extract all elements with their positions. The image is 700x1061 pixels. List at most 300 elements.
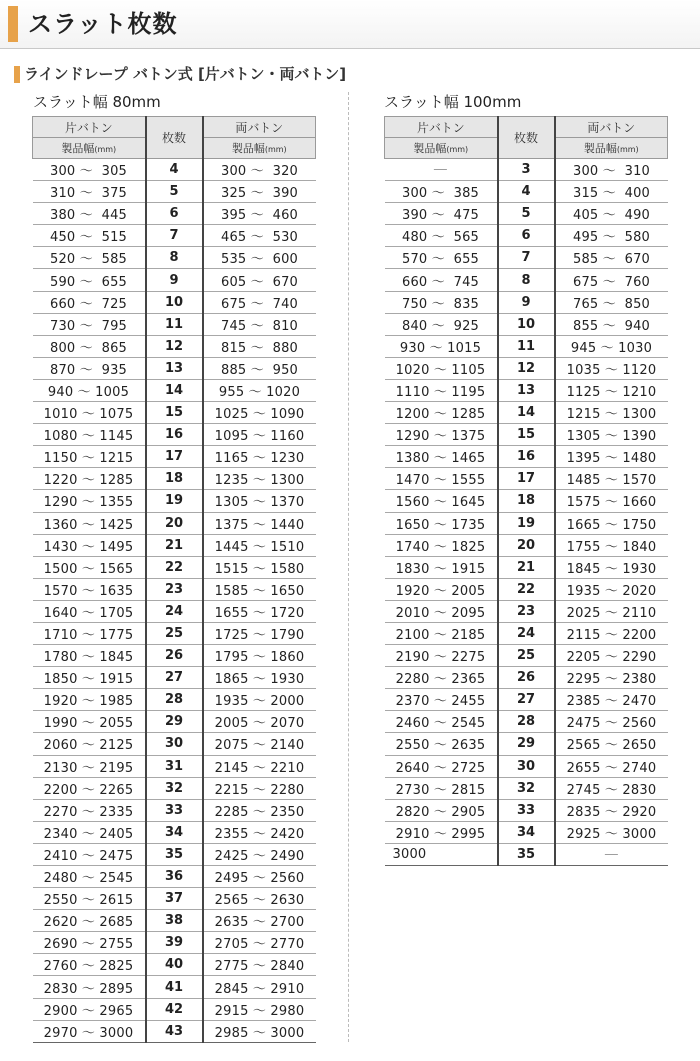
table-row (33, 910, 316, 932)
katabaton-cell: 2270 ～ 2335 (33, 799, 146, 821)
maisu-cell: 30 (146, 733, 203, 755)
katabaton-cell: 1850 ～ 1915 (33, 667, 146, 689)
ryobaton-cell: 2005 ～ 2070 (203, 711, 316, 733)
table-row (33, 755, 316, 777)
maisu-cell: 33 (498, 799, 555, 821)
ryobaton-cell: 1125 ～ 1210 (555, 379, 668, 401)
katabaton-cell: 2830 ～ 2895 (33, 976, 146, 998)
ryobaton-cell: 1665 ～ 1750 (555, 512, 668, 534)
table-row (385, 755, 668, 777)
ryobaton-cell: 1725 ～ 1790 (203, 622, 316, 644)
maisu-cell: 42 (146, 998, 203, 1020)
slat-table-100mm (384, 116, 668, 866)
katabaton-cell: 2820 ～ 2905 (385, 799, 498, 821)
table-body-100mm (385, 159, 668, 866)
table-row (385, 667, 668, 689)
table-row (385, 247, 668, 269)
ryobaton-cell: 1755 ～ 1840 (555, 534, 668, 556)
table-row (385, 379, 668, 401)
maisu-cell: 18 (146, 468, 203, 490)
header-seihinhaba-label: 製品幅 (61, 142, 95, 155)
maisu-cell: 20 (498, 534, 555, 556)
ryobaton-cell: 1845 ～ 1930 (555, 556, 668, 578)
ryobaton-cell: 2215 ～ 2280 (203, 777, 316, 799)
maisu-cell: 12 (146, 335, 203, 357)
maisu-cell: 38 (146, 910, 203, 932)
header-unit: (mm) (94, 145, 117, 154)
table-row (385, 600, 668, 622)
katabaton-cell: 1780 ～ 1845 (33, 645, 146, 667)
table-row (33, 932, 316, 954)
katabaton-cell: 1110 ～ 1195 (385, 379, 498, 401)
table-row (33, 446, 316, 468)
ryobaton-cell: 945 ～ 1030 (555, 335, 668, 357)
katabaton-cell: 1380 ～ 1465 (385, 446, 498, 468)
table-row (33, 578, 316, 600)
ryobaton-cell: 2145 ～ 2210 (203, 755, 316, 777)
ryobaton-cell: 2025 ～ 2110 (555, 600, 668, 622)
left-table-title: スラット幅 80mm (33, 93, 161, 111)
table-row (385, 291, 668, 313)
ryobaton-cell: 1025 ～ 1090 (203, 402, 316, 424)
maisu-cell: 32 (498, 777, 555, 799)
maisu-cell: 35 (146, 843, 203, 865)
table-row (33, 843, 316, 865)
maisu-cell: 37 (146, 888, 203, 910)
ryobaton-cell: 2285 ～ 2350 (203, 799, 316, 821)
table-row (385, 512, 668, 534)
ryobaton-cell: 1215 ～ 1300 (555, 402, 668, 424)
table-row (385, 843, 668, 865)
maisu-cell: 10 (146, 291, 203, 313)
ryobaton-cell: 2205 ～ 2290 (555, 645, 668, 667)
ryobaton-cell: 535 ～ 600 (203, 247, 316, 269)
header-seihinhaba-label: 製品幅 (413, 142, 447, 155)
table-row (33, 379, 316, 401)
katabaton-cell: 390 ～ 475 (385, 203, 498, 225)
katabaton-cell: 480 ～ 565 (385, 225, 498, 247)
maisu-cell: 19 (146, 490, 203, 512)
maisu-cell: 27 (498, 689, 555, 711)
table-row (385, 556, 668, 578)
table-row (33, 269, 316, 291)
katabaton-cell: 1650 ～ 1735 (385, 512, 498, 534)
table-row (385, 424, 668, 446)
maisu-cell: 16 (146, 424, 203, 446)
table-row (33, 225, 316, 247)
ryobaton-cell: 1305 ～ 1370 (203, 490, 316, 512)
ryobaton-cell: 2565 ～ 2630 (203, 888, 316, 910)
ryobaton-cell: 1795 ～ 1860 (203, 645, 316, 667)
katabaton-cell: 930 ～ 1015 (385, 335, 498, 357)
katabaton-cell: 2550 ～ 2635 (385, 733, 498, 755)
maisu-cell: 6 (146, 203, 203, 225)
katabaton-cell: 940 ～ 1005 (33, 379, 146, 401)
katabaton-cell: 1500 ～ 1565 (33, 556, 146, 578)
ryobaton-cell: 2985 ～ 3000 (203, 1020, 316, 1042)
katabaton-cell: ― (385, 159, 498, 181)
maisu-cell: 24 (498, 622, 555, 644)
table-row (385, 578, 668, 600)
katabaton-cell: 1360 ～ 1425 (33, 512, 146, 534)
katabaton-cell: 1920 ～ 2005 (385, 578, 498, 600)
katabaton-cell: 730 ～ 795 (33, 313, 146, 335)
katabaton-cell: 450 ～ 515 (33, 225, 146, 247)
maisu-cell: 22 (146, 556, 203, 578)
ryobaton-cell: 2705 ～ 2770 (203, 932, 316, 954)
katabaton-cell: 2100 ～ 2185 (385, 622, 498, 644)
column-divider (348, 92, 349, 1042)
table-row (33, 733, 316, 755)
maisu-cell: 25 (146, 622, 203, 644)
ryobaton-cell: ― (555, 843, 668, 865)
maisu-cell: 4 (498, 181, 555, 203)
katabaton-cell: 1010 ～ 1075 (33, 402, 146, 424)
ryobaton-cell: 2775 ～ 2840 (203, 954, 316, 976)
katabaton-cell: 2010 ～ 2095 (385, 600, 498, 622)
ryobaton-cell: 1395 ～ 1480 (555, 446, 668, 468)
header-unit: (mm) (264, 145, 287, 154)
table-row (33, 998, 316, 1020)
header-seihinhaba (203, 138, 316, 159)
katabaton-cell: 310 ～ 375 (33, 181, 146, 203)
katabaton-cell: 2970 ～ 3000 (33, 1020, 146, 1042)
maisu-cell: 19 (498, 512, 555, 534)
katabaton-cell: 520 ～ 585 (33, 247, 146, 269)
ryobaton-cell: 675 ～ 760 (555, 269, 668, 291)
table-row (385, 446, 668, 468)
table-row (33, 622, 316, 644)
maisu-cell: 3 (498, 159, 555, 181)
ryobaton-cell: 2115 ～ 2200 (555, 622, 668, 644)
maisu-cell: 7 (498, 247, 555, 269)
katabaton-cell: 300 ～ 385 (385, 181, 498, 203)
table-row (385, 645, 668, 667)
ryobaton-cell: 1935 ～ 2000 (203, 689, 316, 711)
table-row (33, 821, 316, 843)
maisu-cell: 26 (498, 667, 555, 689)
table-row (33, 689, 316, 711)
ryobaton-cell: 765 ～ 850 (555, 291, 668, 313)
ryobaton-cell: 2635 ～ 2700 (203, 910, 316, 932)
maisu-cell: 39 (146, 932, 203, 954)
katabaton-cell: 380 ～ 445 (33, 203, 146, 225)
maisu-cell: 21 (146, 534, 203, 556)
table-row (33, 291, 316, 313)
katabaton-cell: 1640 ～ 1705 (33, 600, 146, 622)
ryobaton-cell: 300 ～ 310 (555, 159, 668, 181)
maisu-cell: 13 (146, 357, 203, 379)
table-row (385, 159, 668, 181)
maisu-cell: 28 (146, 689, 203, 711)
ryobaton-cell: 2295 ～ 2380 (555, 667, 668, 689)
katabaton-cell: 2130 ～ 2195 (33, 755, 146, 777)
table-row (33, 711, 316, 733)
table-row (33, 866, 316, 888)
maisu-cell: 11 (146, 313, 203, 335)
maisu-cell: 17 (498, 468, 555, 490)
table-row (33, 424, 316, 446)
ryobaton-cell: 2425 ～ 2490 (203, 843, 316, 865)
table-row (33, 181, 316, 203)
maisu-cell: 35 (498, 843, 555, 865)
table-row (385, 225, 668, 247)
subtitle-accent-bar (14, 66, 20, 83)
maisu-cell: 24 (146, 600, 203, 622)
header-ryobaton: 両バトン (555, 117, 668, 138)
table-row (33, 159, 316, 181)
maisu-cell: 41 (146, 976, 203, 998)
katabaton-cell: 1150 ～ 1215 (33, 446, 146, 468)
katabaton-cell: 1920 ～ 1985 (33, 689, 146, 711)
page-title: スラット枚数 (28, 10, 178, 38)
katabaton-cell: 300 ～ 305 (33, 159, 146, 181)
katabaton-cell: 1710 ～ 1775 (33, 622, 146, 644)
katabaton-cell: 2200 ～ 2265 (33, 777, 146, 799)
ryobaton-cell: 2925 ～ 3000 (555, 821, 668, 843)
table-row (385, 181, 668, 203)
katabaton-cell: 1290 ～ 1375 (385, 424, 498, 446)
title-bar (0, 0, 700, 49)
table-row (385, 777, 668, 799)
table-row (385, 269, 668, 291)
ryobaton-cell: 885 ～ 950 (203, 357, 316, 379)
katabaton-cell: 570 ～ 655 (385, 247, 498, 269)
header-katabaton: 片バトン (33, 117, 146, 138)
ryobaton-cell: 2075 ～ 2140 (203, 733, 316, 755)
ryobaton-cell: 1095 ～ 1160 (203, 424, 316, 446)
maisu-cell: 16 (498, 446, 555, 468)
katabaton-cell: 3000 (385, 843, 498, 865)
ryobaton-cell: 405 ～ 490 (555, 203, 668, 225)
slat-table-80mm (32, 116, 316, 1043)
maisu-cell: 15 (498, 424, 555, 446)
ryobaton-cell: 1445 ～ 1510 (203, 534, 316, 556)
maisu-cell: 4 (146, 159, 203, 181)
maisu-cell: 8 (146, 247, 203, 269)
katabaton-cell: 2340 ～ 2405 (33, 821, 146, 843)
maisu-cell: 25 (498, 645, 555, 667)
ryobaton-cell: 495 ～ 580 (555, 225, 668, 247)
ryobaton-cell: 1865 ～ 1930 (203, 667, 316, 689)
maisu-cell: 9 (498, 291, 555, 313)
maisu-cell: 12 (498, 357, 555, 379)
maisu-cell: 14 (498, 402, 555, 424)
ryobaton-cell: 2915 ～ 2980 (203, 998, 316, 1020)
maisu-cell: 34 (146, 821, 203, 843)
ryobaton-cell: 1035 ～ 1120 (555, 357, 668, 379)
ryobaton-cell: 745 ～ 810 (203, 313, 316, 335)
maisu-cell: 34 (498, 821, 555, 843)
table-row (33, 402, 316, 424)
katabaton-cell: 2730 ～ 2815 (385, 777, 498, 799)
table-row (33, 468, 316, 490)
table-row (385, 313, 668, 335)
header-maisu: 枚数 (498, 117, 555, 159)
maisu-cell: 28 (498, 711, 555, 733)
header-seihinhaba (33, 138, 146, 159)
table-row (385, 203, 668, 225)
katabaton-cell: 750 ～ 835 (385, 291, 498, 313)
katabaton-cell: 1200 ～ 1285 (385, 402, 498, 424)
table-row (33, 313, 316, 335)
ryobaton-cell: 1485 ～ 1570 (555, 468, 668, 490)
ryobaton-cell: 2655 ～ 2740 (555, 755, 668, 777)
table-row (33, 247, 316, 269)
table-row (33, 357, 316, 379)
ryobaton-cell: 855 ～ 940 (555, 313, 668, 335)
maisu-cell: 40 (146, 954, 203, 976)
table-row (385, 733, 668, 755)
katabaton-cell: 1020 ～ 1105 (385, 357, 498, 379)
katabaton-cell: 1560 ～ 1645 (385, 490, 498, 512)
ryobaton-cell: 2565 ～ 2650 (555, 733, 668, 755)
table-row (33, 534, 316, 556)
maisu-cell: 13 (498, 379, 555, 401)
table-row (33, 490, 316, 512)
ryobaton-cell: 1575 ～ 1660 (555, 490, 668, 512)
header-maisu: 枚数 (146, 117, 203, 159)
katabaton-cell: 590 ～ 655 (33, 269, 146, 291)
ryobaton-cell: 395 ～ 460 (203, 203, 316, 225)
table-row (33, 1020, 316, 1042)
header-unit: (mm) (616, 145, 639, 154)
table-row (385, 799, 668, 821)
katabaton-cell: 2410 ～ 2475 (33, 843, 146, 865)
maisu-cell: 22 (498, 578, 555, 600)
table-row (33, 512, 316, 534)
katabaton-cell: 2620 ～ 2685 (33, 910, 146, 932)
maisu-cell: 9 (146, 269, 203, 291)
ryobaton-cell: 315 ～ 400 (555, 181, 668, 203)
maisu-cell: 23 (146, 578, 203, 600)
table-row (33, 667, 316, 689)
right-table-title: スラット幅 100mm (384, 93, 522, 111)
katabaton-cell: 870 ～ 935 (33, 357, 146, 379)
maisu-cell: 33 (146, 799, 203, 821)
table-row (385, 402, 668, 424)
maisu-cell: 14 (146, 379, 203, 401)
table-row (385, 821, 668, 843)
katabaton-cell: 1290 ～ 1355 (33, 490, 146, 512)
table-row (33, 954, 316, 976)
katabaton-cell: 2280 ～ 2365 (385, 667, 498, 689)
table-row (33, 976, 316, 998)
katabaton-cell: 800 ～ 865 (33, 335, 146, 357)
katabaton-cell: 1740 ～ 1825 (385, 534, 498, 556)
maisu-cell: 11 (498, 335, 555, 357)
maisu-cell: 18 (498, 490, 555, 512)
maisu-cell: 31 (146, 755, 203, 777)
header-ryobaton: 両バトン (203, 117, 316, 138)
maisu-cell: 36 (146, 866, 203, 888)
header-unit: (mm) (446, 145, 469, 154)
katabaton-cell: 840 ～ 925 (385, 313, 498, 335)
katabaton-cell: 2060 ～ 2125 (33, 733, 146, 755)
ryobaton-cell: 815 ～ 880 (203, 335, 316, 357)
maisu-cell: 27 (146, 667, 203, 689)
ryobaton-cell: 585 ～ 670 (555, 247, 668, 269)
ryobaton-cell: 2355 ～ 2420 (203, 821, 316, 843)
maisu-cell: 15 (146, 402, 203, 424)
ryobaton-cell: 2845 ～ 2910 (203, 976, 316, 998)
maisu-cell: 20 (146, 512, 203, 534)
maisu-cell: 5 (146, 181, 203, 203)
katabaton-cell: 660 ～ 745 (385, 269, 498, 291)
page-subtitle: ラインドレープ バトン式 [片バトン・両バトン] (24, 65, 347, 83)
table-row (385, 335, 668, 357)
ryobaton-cell: 675 ～ 740 (203, 291, 316, 313)
ryobaton-cell: 1235 ～ 1300 (203, 468, 316, 490)
katabaton-cell: 2690 ～ 2755 (33, 932, 146, 954)
katabaton-cell: 1430 ～ 1495 (33, 534, 146, 556)
maisu-cell: 21 (498, 556, 555, 578)
katabaton-cell: 2460 ～ 2545 (385, 711, 498, 733)
table-row (385, 534, 668, 556)
katabaton-cell: 2900 ～ 2965 (33, 998, 146, 1020)
katabaton-cell: 2550 ～ 2615 (33, 888, 146, 910)
maisu-cell: 32 (146, 777, 203, 799)
maisu-cell: 23 (498, 600, 555, 622)
table-row (33, 335, 316, 357)
ryobaton-cell: 1585 ～ 1650 (203, 578, 316, 600)
ryobaton-cell: 465 ～ 530 (203, 225, 316, 247)
header-seihinhaba-label: 製品幅 (583, 142, 617, 155)
ryobaton-cell: 2835 ～ 2920 (555, 799, 668, 821)
table-row (33, 888, 316, 910)
maisu-cell: 17 (146, 446, 203, 468)
maisu-cell: 26 (146, 645, 203, 667)
katabaton-cell: 1990 ～ 2055 (33, 711, 146, 733)
maisu-cell: 7 (146, 225, 203, 247)
table-row (33, 556, 316, 578)
header-seihinhaba (555, 138, 668, 159)
table-row (385, 490, 668, 512)
table-body-80mm (33, 159, 316, 1043)
maisu-cell: 29 (498, 733, 555, 755)
ryobaton-cell: 1375 ～ 1440 (203, 512, 316, 534)
header-seihinhaba (385, 138, 498, 159)
maisu-cell: 43 (146, 1020, 203, 1042)
header-seihinhaba-label: 製品幅 (231, 142, 265, 155)
katabaton-cell: 2190 ～ 2275 (385, 645, 498, 667)
table-row (385, 357, 668, 379)
maisu-cell: 30 (498, 755, 555, 777)
table-row (385, 622, 668, 644)
maisu-cell: 6 (498, 225, 555, 247)
katabaton-cell: 660 ～ 725 (33, 291, 146, 313)
table-row (385, 689, 668, 711)
ryobaton-cell: 2745 ～ 2830 (555, 777, 668, 799)
katabaton-cell: 1830 ～ 1915 (385, 556, 498, 578)
ryobaton-cell: 605 ～ 670 (203, 269, 316, 291)
katabaton-cell: 2370 ～ 2455 (385, 689, 498, 711)
maisu-cell: 29 (146, 711, 203, 733)
ryobaton-cell: 1655 ～ 1720 (203, 600, 316, 622)
table-row (33, 799, 316, 821)
title-accent-bar (8, 6, 18, 42)
ryobaton-cell: 955 ～ 1020 (203, 379, 316, 401)
ryobaton-cell: 1515 ～ 1580 (203, 556, 316, 578)
katabaton-cell: 1080 ～ 1145 (33, 424, 146, 446)
katabaton-cell: 2760 ～ 2825 (33, 954, 146, 976)
ryobaton-cell: 300 ～ 320 (203, 159, 316, 181)
katabaton-cell: 2910 ～ 2995 (385, 821, 498, 843)
ryobaton-cell: 325 ～ 390 (203, 181, 316, 203)
maisu-cell: 5 (498, 203, 555, 225)
katabaton-cell: 1220 ～ 1285 (33, 468, 146, 490)
ryobaton-cell: 2385 ～ 2470 (555, 689, 668, 711)
